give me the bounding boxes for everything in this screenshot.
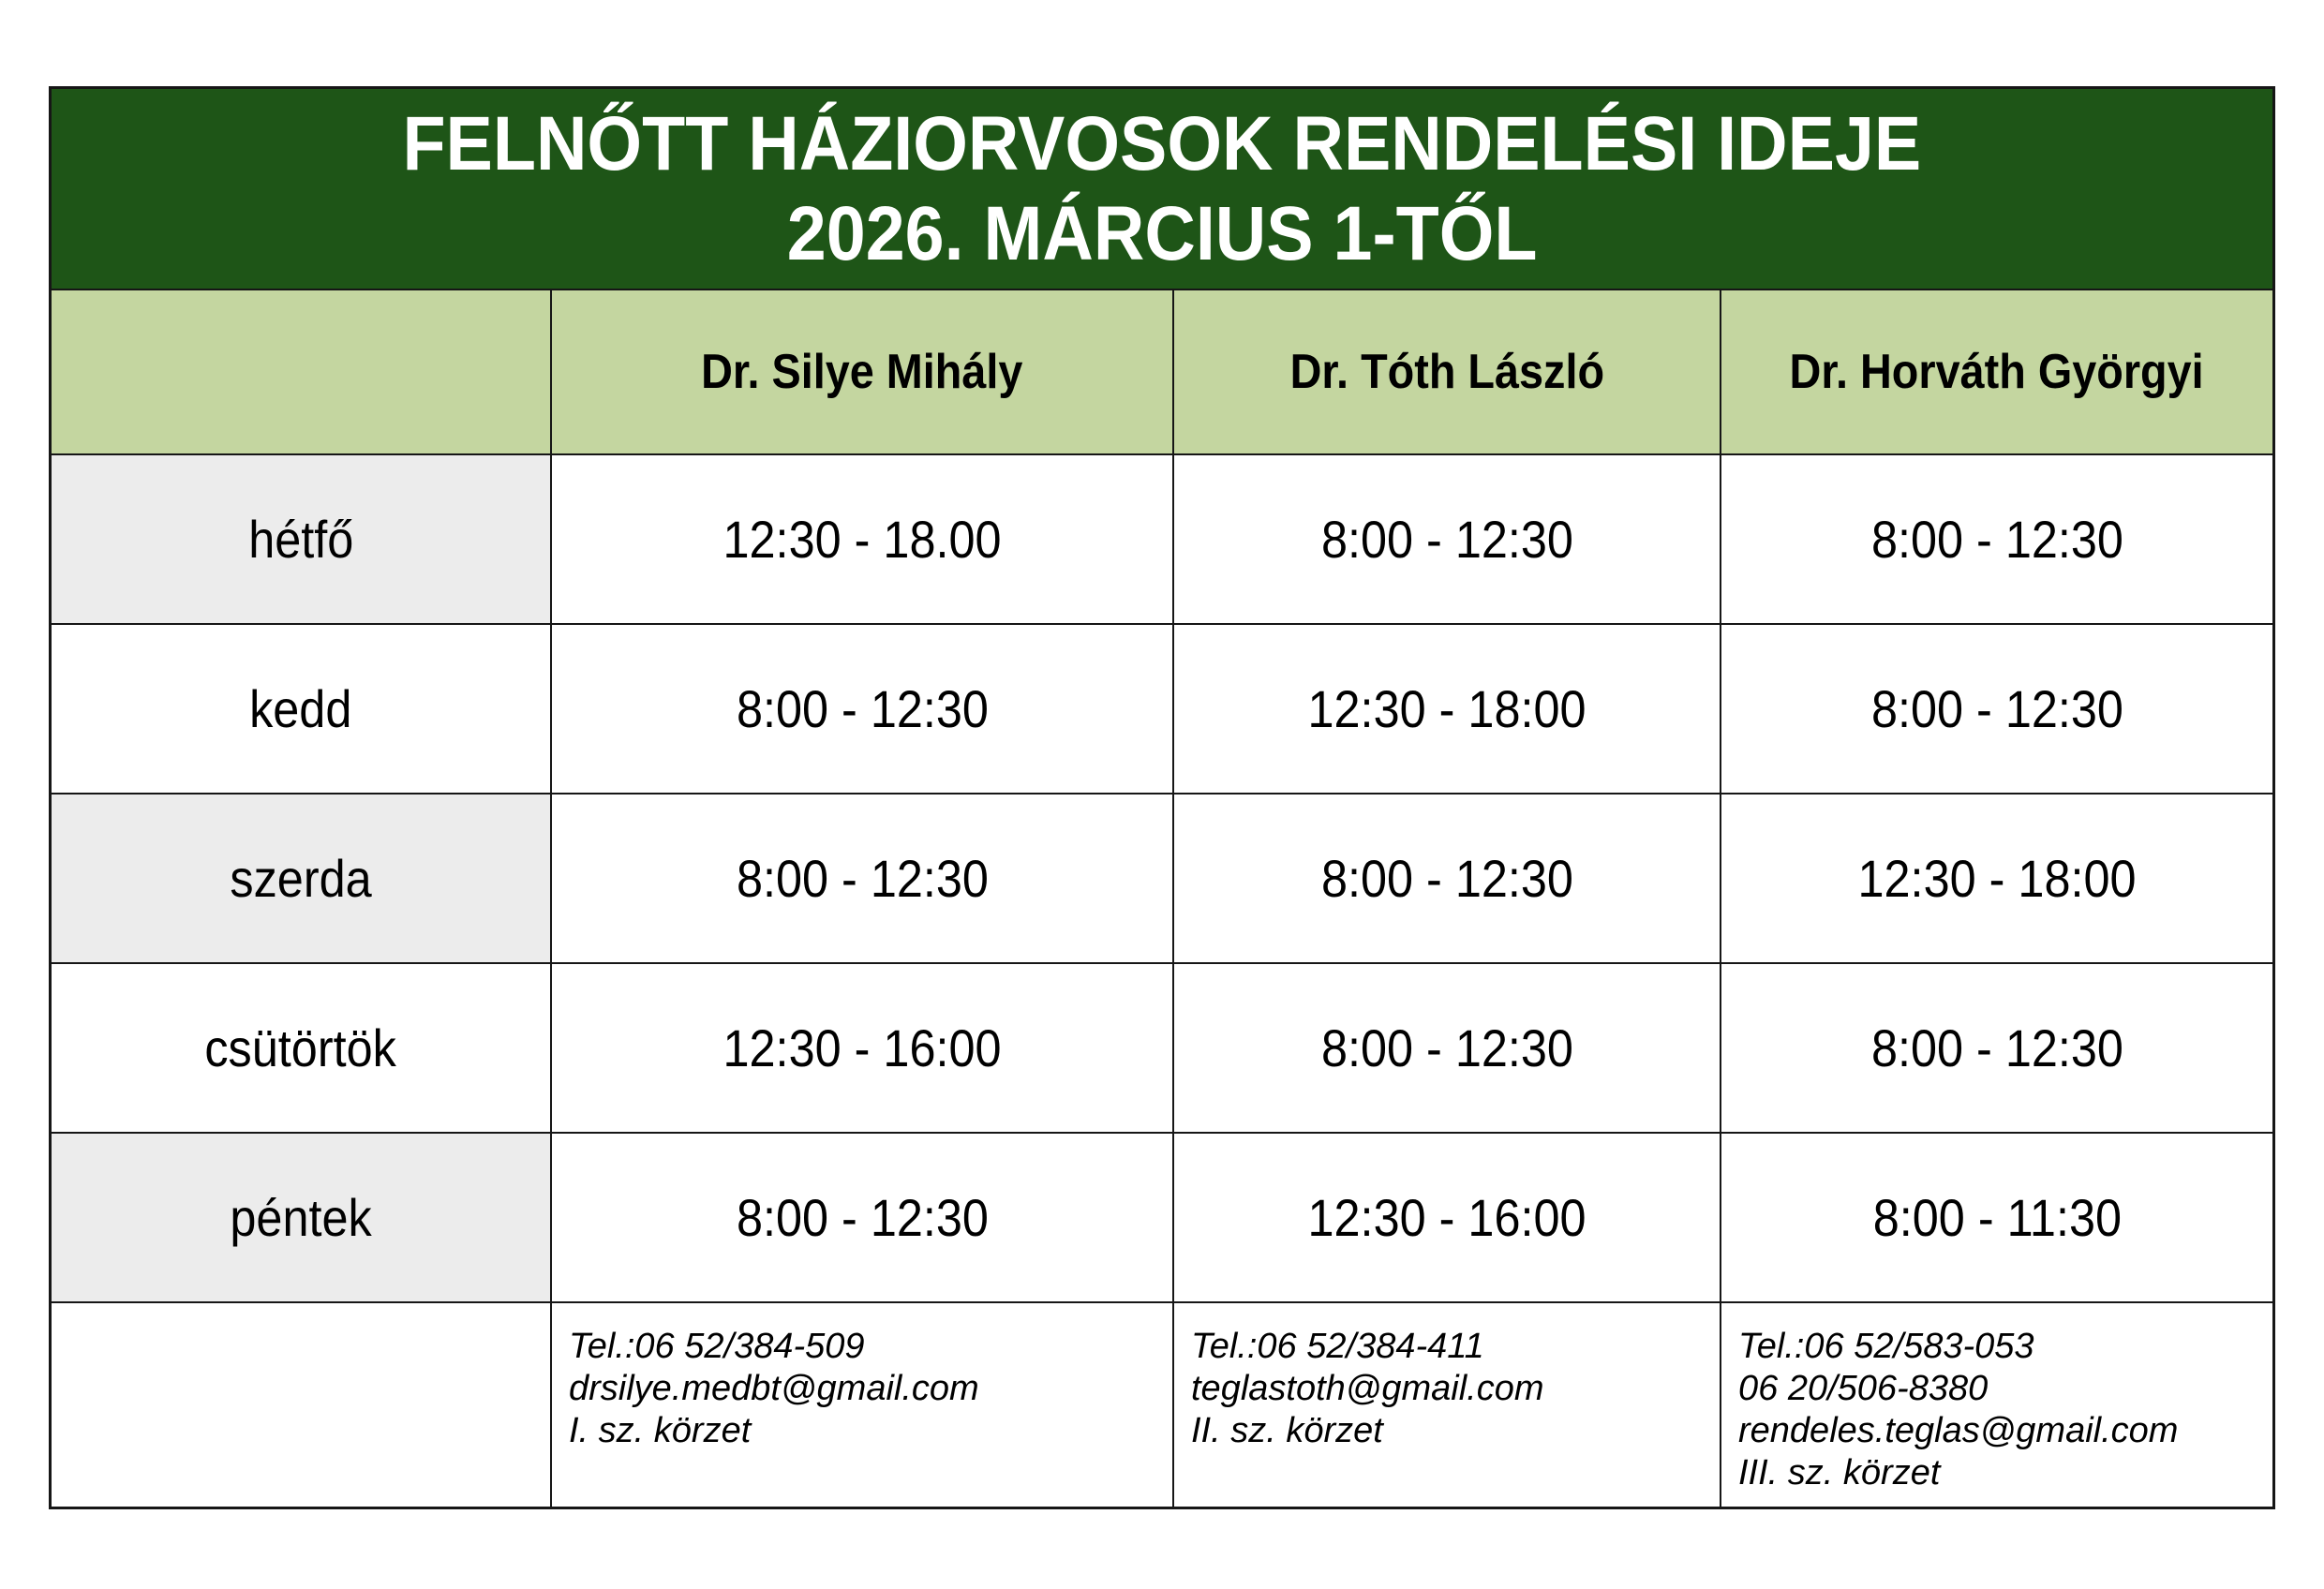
doctor-header-silye: Dr. Silye Mihály (552, 290, 1174, 455)
contact-district: III. sz. körzet (1738, 1453, 1941, 1492)
time-cell-csutortok-silye: 12:30 - 16:00 (552, 964, 1174, 1134)
time-cell-hetfo-silye: 12:30 - 18.00 (552, 455, 1174, 625)
time-cell-pentek-horvath: 8:00 - 11:30 (1721, 1134, 2272, 1303)
doctor-header-toth: Dr. Tóth László (1174, 290, 1721, 455)
contact-phone-2: 06 20/506-8380 (1738, 1369, 1989, 1408)
day-cell-csutortok: csütörtök (52, 964, 552, 1134)
contact-cell-horvath (1721, 1303, 2272, 1507)
day-cell-szerda: szerda (52, 794, 552, 964)
title-line-2: 2026. MÁRCIUS 1-TŐL (786, 190, 1538, 276)
schedule-table (49, 86, 2275, 1509)
contact-phone: Tel.:06 52/384-509 (569, 1327, 865, 1366)
doctor-header-horvath: Dr. Horváth Györgyi (1721, 290, 2272, 455)
title-line-1: FELNŐTT HÁZIORVOSOK RENDELÉSI IDEJE (402, 100, 1922, 186)
time-cell-szerda-silye: 8:00 - 12:30 (552, 794, 1174, 964)
contact-district: II. sz. körzet (1191, 1411, 1383, 1450)
contact-phone: Tel.:06 52/384-411 (1191, 1327, 1484, 1366)
footer-corner-cell (52, 1303, 552, 1507)
contact-phone: Tel.:06 52/583-053 (1738, 1327, 2034, 1366)
time-cell-hetfo-toth: 8:00 - 12:30 (1174, 455, 1721, 625)
time-cell-csutortok-horvath: 8:00 - 12:30 (1721, 964, 2272, 1134)
contact-cell-silye (552, 1303, 1174, 1507)
day-cell-pentek: péntek (52, 1134, 552, 1303)
time-cell-kedd-toth: 12:30 - 18:00 (1174, 625, 1721, 794)
day-cell-kedd: kedd (52, 625, 552, 794)
corner-cell (52, 290, 552, 455)
time-cell-kedd-silye: 8:00 - 12:30 (552, 625, 1174, 794)
time-cell-hetfo-horvath: 8:00 - 12:30 (1721, 455, 2272, 625)
time-cell-szerda-toth: 8:00 - 12:30 (1174, 794, 1721, 964)
contact-email: teglastoth@gmail.com (1191, 1369, 1544, 1408)
time-cell-kedd-horvath: 8:00 - 12:30 (1721, 625, 2272, 794)
time-cell-csutortok-toth: 8:00 - 12:30 (1174, 964, 1721, 1134)
contact-email: drsilye.medbt@gmail.com (569, 1369, 979, 1408)
table-title (52, 89, 2272, 290)
contact-district: I. sz. körzet (569, 1411, 752, 1450)
day-cell-hetfo: hétfő (52, 455, 552, 625)
time-cell-szerda-horvath: 12:30 - 18:00 (1721, 794, 2272, 964)
contact-email: rendeles.teglas@gmail.com (1738, 1411, 2179, 1450)
time-cell-pentek-silye: 8:00 - 12:30 (552, 1134, 1174, 1303)
time-cell-pentek-toth: 12:30 - 16:00 (1174, 1134, 1721, 1303)
contact-cell-toth (1174, 1303, 1721, 1507)
